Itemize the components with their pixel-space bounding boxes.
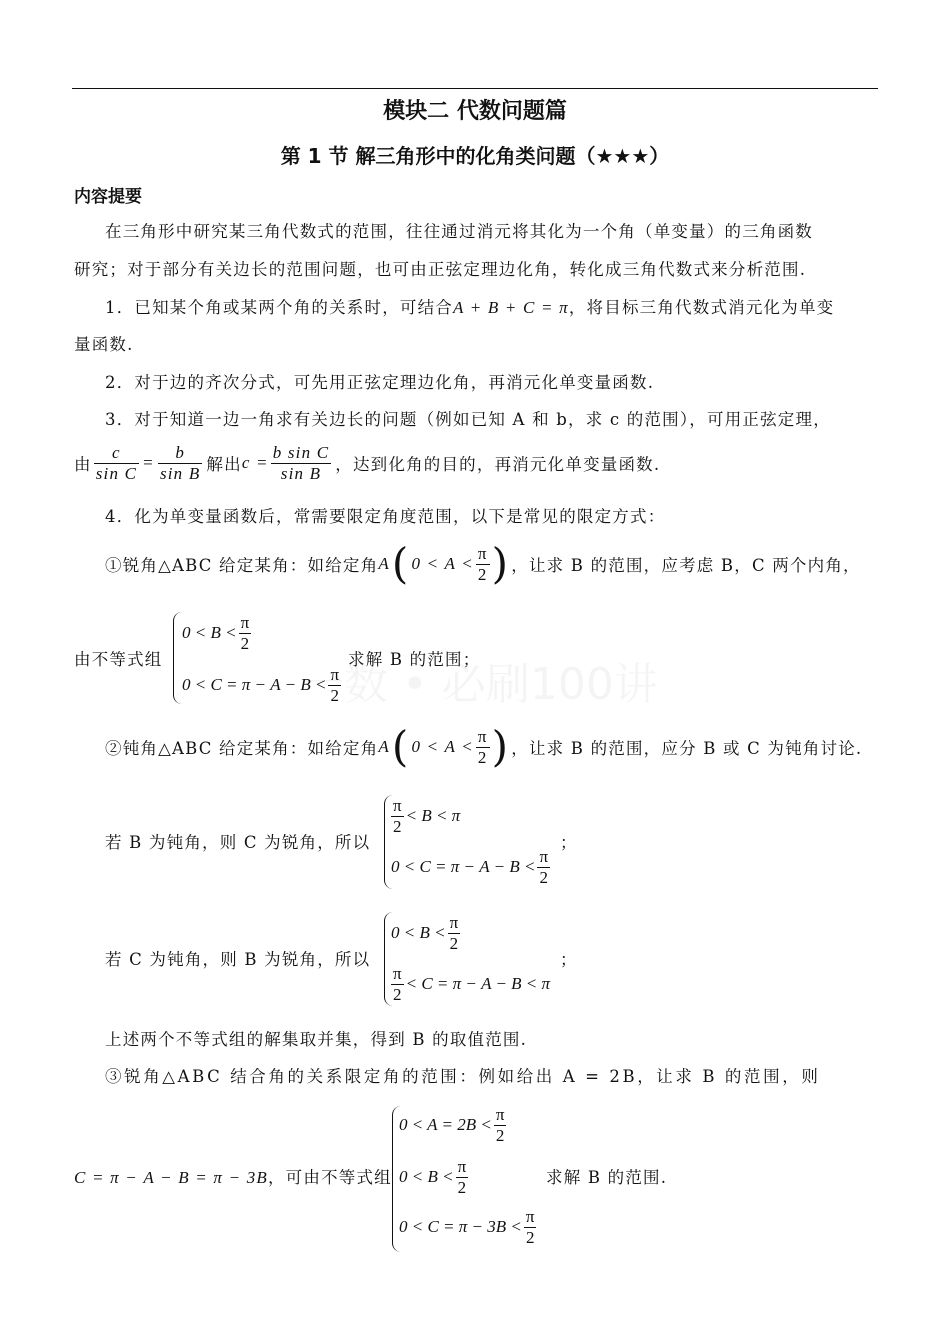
numerator: π: [240, 612, 250, 632]
case-3-line-2: [74, 1164, 392, 1188]
fraction-pi-over-2: [494, 1105, 507, 1146]
item-3-you: 由: [74, 455, 92, 474]
case-2-line: [105, 724, 862, 770]
right-paren: ): [491, 722, 510, 771]
case-3-c-formula: C = π − A − B = π − 3B: [74, 1168, 268, 1187]
fraction-pi-over-2: [391, 964, 404, 1005]
case-1-ineq-2: [182, 664, 341, 706]
fraction-pi-over-2: [524, 1207, 537, 1248]
fraction-pi-over-2: [448, 913, 461, 954]
semicolon-2: ；: [560, 950, 578, 969]
case-2-text-b: ，让求 B 的范围，应分 B 或 C 为钝角讨论.: [511, 739, 863, 758]
denominator: sin B: [159, 463, 201, 483]
case-2-if-c: 若 C 为钝角，则 B 为锐角，所以: [105, 950, 371, 969]
case-1-ineq-1: [182, 612, 251, 654]
module-title: 模块二 代数问题篇: [383, 99, 567, 124]
fraction-c-over-sinC: [94, 443, 139, 484]
item-3-jiechu: 解出: [206, 455, 242, 474]
semicolon-1: ；: [560, 833, 578, 852]
case-3-ineq-2: [399, 1156, 468, 1198]
ineq-text: 0 < B <: [391, 923, 446, 942]
item-1-line-2: 量函数.: [74, 335, 134, 354]
left-paren: (: [391, 539, 410, 588]
item-1-text-b: ，将目标三角代数式消元化为单变: [568, 298, 835, 317]
case-2-if-b: 若 B 为钝角，则 C 为锐角，所以: [105, 833, 371, 852]
numerator: c: [94, 443, 139, 464]
item-4: 4．化为单变量函数后，常需要限定角度范围，以下是常见的限定方式：: [105, 507, 666, 526]
denominator: 2: [393, 984, 402, 1004]
ineq-text: 0 < C = π − A − B <: [182, 675, 327, 694]
top-rule: [72, 88, 878, 89]
case-2-text-a: ②钝角△ABC 给定某角：如给定角: [105, 739, 379, 758]
numerator: b sin C: [272, 442, 330, 462]
case-3-ineq-1: [399, 1104, 506, 1146]
ineq-text: 0 < A = 2B <: [399, 1115, 492, 1134]
equals-sign: =: [143, 453, 154, 472]
numerator: π: [449, 912, 459, 932]
case-2c-ineq-1: [391, 912, 460, 954]
fraction-pi-over-2: [476, 544, 490, 585]
right-paren: ): [491, 539, 510, 588]
case-1-solve: 求解 B 的范围；: [348, 650, 481, 669]
item-1-formula: A + B + C = π: [453, 298, 569, 317]
angle-A: A: [378, 737, 390, 756]
case-1-text-b: ，让求 B 的范围，应考虑 B，C 两个内角，: [511, 556, 861, 575]
numerator: π: [477, 726, 488, 746]
item-3-line-1: 3．对于知道一边一角求有关边长的问题（例如已知 A 和 b，求 c 的范围），可用正弦定理，: [105, 410, 831, 429]
fraction-pi-over-2: [456, 1157, 469, 1198]
numerator: π: [330, 664, 340, 684]
fraction-pi-over-2: [391, 796, 404, 837]
denominator: 2: [477, 747, 488, 767]
case-2b-ineq-1: [391, 795, 460, 837]
fraction-pi-over-2: [476, 727, 490, 768]
item-2: 2．对于边的齐次分式，可先用正弦定理边化角，再消元化单变量函数.: [105, 373, 655, 392]
numerator: π: [539, 846, 549, 866]
case-3-line-1: ③锐角△ABC 结合角的关系限定角的范围：例如给出 A = 2B，让求 B 的范围，则: [105, 1067, 821, 1086]
c-equals: c =: [241, 453, 269, 472]
denominator: 2: [539, 867, 548, 887]
denominator: sin B: [280, 463, 322, 483]
numerator: π: [477, 543, 488, 563]
zero-lt-A: 0 < A <: [411, 554, 474, 573]
numerator: π: [525, 1206, 535, 1226]
left-paren: (: [391, 722, 410, 771]
denominator: 2: [330, 685, 339, 705]
summary-heading: 内容提要: [74, 187, 142, 207]
intro-line-2: 研究；对于部分有关边长的范围问题，也可由正弦定理边化角，转化成三角代数式来分析范围.: [74, 260, 807, 279]
fraction-pi-over-2: [328, 665, 341, 706]
ineq-text: 0 < C = π − A − B <: [391, 857, 536, 876]
case-1-ineq-label: 由不等式组: [74, 650, 163, 669]
item-1-text-a: 1．已知某个角或某两个角的关系时，可结合: [105, 298, 453, 317]
denominator: 2: [449, 933, 459, 953]
numerator: π: [393, 963, 402, 983]
case-2b-ineq-2: [391, 846, 550, 888]
angle-A: A: [378, 554, 390, 573]
intro-line-1: 在三角形中研究某三角代数式的范围，往往通过消元将其化为一个角（单变量）的三角函数: [105, 222, 813, 241]
denominator: 2: [240, 633, 250, 653]
numerator: π: [393, 795, 402, 815]
ineq-text: < B < π: [405, 806, 461, 825]
item-3-line-2: [74, 440, 660, 486]
denominator: 2: [477, 564, 488, 584]
denominator: 2: [525, 1227, 535, 1247]
ineq-text: 0 < B <: [182, 623, 237, 642]
fraction-bsinC-over-sinB: [271, 443, 332, 484]
case-3-ineq-3: [399, 1206, 536, 1248]
case-1-line: [105, 541, 861, 587]
item-1-line-1: [105, 294, 834, 318]
case-2c-ineq-2: [391, 963, 550, 1005]
numerator: π: [495, 1104, 505, 1124]
case-3-ineq-text: ，可由不等式组: [267, 1168, 392, 1187]
denominator: 2: [495, 1125, 505, 1145]
fraction-b-over-sinB: [158, 443, 202, 484]
case-1-text-a: ①锐角△ABC 给定某角：如给定角: [105, 556, 379, 575]
section-title: 第 1 节 解三角形中的化角类问题（★★★）: [280, 144, 670, 168]
case-3-solve: 求解 B 的范围.: [546, 1168, 668, 1187]
numerator: b: [158, 443, 202, 464]
item-3-end: ，达到化角的目的，再消元化单变量函数.: [335, 455, 661, 474]
numerator: π: [457, 1156, 467, 1176]
ineq-text: 0 < C = π − 3B <: [399, 1217, 522, 1236]
ineq-text: 0 < B <: [399, 1167, 454, 1186]
ineq-text: < C = π − A − B < π: [405, 974, 551, 993]
denominator: sin C: [95, 463, 138, 483]
fraction-pi-over-2: [239, 613, 252, 654]
fraction-pi-over-2: [537, 847, 550, 888]
brace-case-1: [173, 612, 182, 704]
denominator: 2: [457, 1177, 467, 1197]
denominator: 2: [393, 816, 402, 836]
case-2-union: 上述两个不等式组的解集取并集，得到 B 的取值范围.: [105, 1030, 528, 1049]
zero-lt-A: 0 < A <: [411, 737, 474, 756]
